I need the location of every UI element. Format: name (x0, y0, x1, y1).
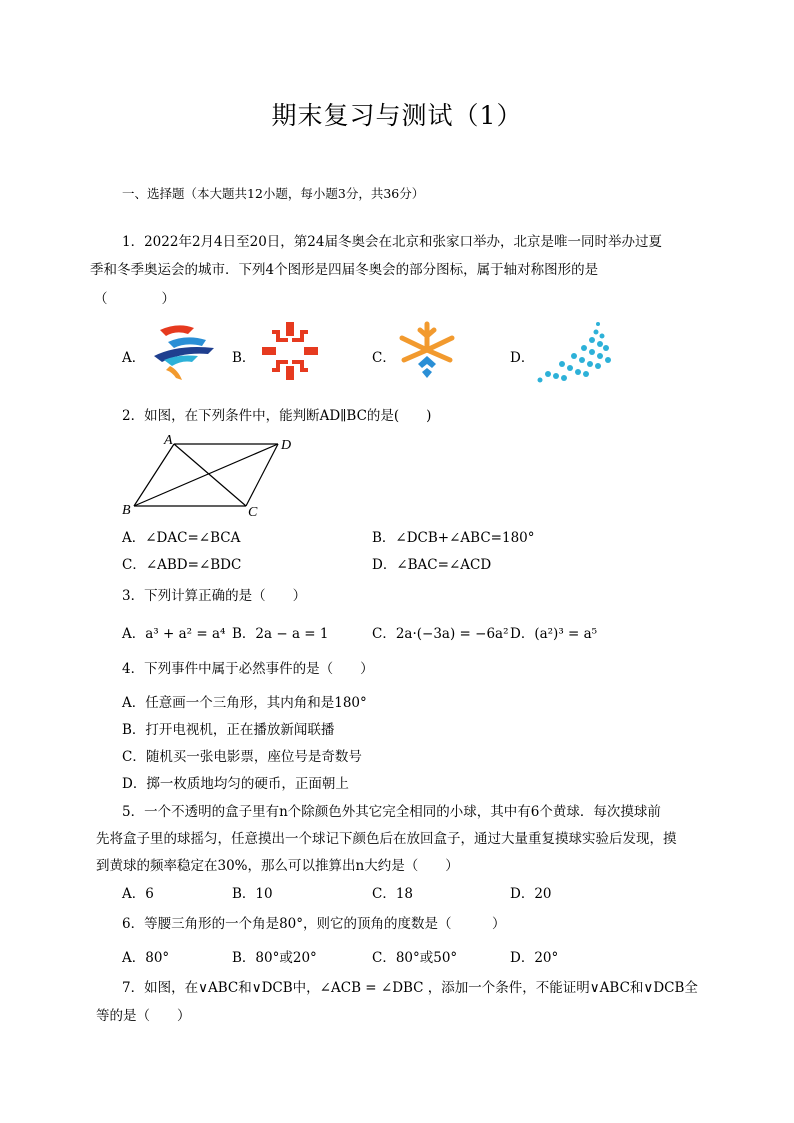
q4-option-d: D．掷一枚质地均匀的硬币，正面朝上 (122, 776, 349, 792)
q1-line1: 1．2022年2月4日至20日，第24届冬奥会在北京和张家口举办，北京是唯一同时举办过夏 (122, 234, 662, 250)
q2-option-c: C．∠ABD=∠BDC (122, 557, 242, 573)
q1-line2: 季和冬季奥运会的城市．下列4个图形是四届冬奥会的部分图标，属于轴对称图形的是 (90, 262, 599, 278)
vertex-a-label: A (164, 433, 173, 448)
q4-stem: 4．下列事件中属于必然事件的是（ ） (122, 661, 374, 677)
q7-line1: 7．如图，在∨ABC和∨DCB中，∠ACB = ∠DBC ，添加一个条件，不能证明∨ABC和∨DCB全 (122, 980, 698, 996)
q2-option-d: D．∠BAC=∠ACD (372, 557, 492, 573)
q5-line1: 5．一个不透明的盒子里有n个除颜色外其它完全相同的小球，其中有6个黄球．每次摸球前 (122, 804, 661, 820)
vertex-d-label: D (281, 438, 292, 453)
q3-option-b: B．2a − a = 1 (232, 626, 329, 642)
q2-option-b: B．∠DCB+∠ABC=180° (372, 530, 535, 546)
q5-option-a: A．6 (122, 886, 154, 902)
q4-option-b: B．打开电视机，正在播放新闻联播 (122, 722, 335, 738)
q6-option-c: C．80°或50° (372, 950, 458, 966)
q1-option-a-label: A． (122, 350, 146, 366)
q1-option-b-label: B． (232, 350, 256, 366)
q5-option-d: D．20 (510, 886, 552, 902)
q3-stem: 3．下列计算正确的是（ ） (122, 588, 307, 604)
beijing-emblem-icon (148, 320, 220, 382)
q3-option-c: C．2a·(−3a) = −6a² (372, 626, 509, 642)
q4-option-c: C．随机买一张电影票，座位号是奇数号 (122, 749, 362, 765)
vertex-c-label: C (248, 505, 258, 520)
q6-option-d: D．20° (510, 950, 559, 966)
q6-option-b: B．80°或20° (232, 950, 317, 966)
section-heading: 一、选择题（本大题共12小题，每小题3分，共36分） (122, 186, 425, 201)
q1-option-c-label: C． (372, 350, 396, 366)
q3-option-d: D．(a²)³ = a⁵ (510, 626, 598, 642)
q6-option-a: A．80° (122, 950, 170, 966)
q3-option-a: A．a³ + a² = a⁴ (122, 626, 226, 642)
red-snowflake-emblem-icon (258, 320, 322, 382)
q7-line2: 等的是（ ） (96, 1008, 191, 1024)
q1-blank: （ ） (94, 291, 175, 307)
parallelogram-figure (118, 432, 298, 520)
q2-option-a: A．∠DAC=∠BCA (122, 530, 241, 546)
dotted-wave-emblem-icon (536, 318, 612, 384)
page-title: 期末复习与测试（1） (271, 101, 523, 130)
q5-line2: 先将盒子里的球摇匀，任意摸出一个球记下颜色后在放回盒子，通过大量重复摸球实验后发现，摸 (96, 831, 677, 847)
q5-line3: 到黄球的频率稳定在30%，那么可以推算出n大约是（ ） (96, 858, 459, 874)
vertex-b-label: B (122, 503, 131, 518)
q1-option-d-label: D． (510, 350, 535, 366)
q5-option-b: B．10 (232, 886, 273, 902)
q2-stem: 2．如图，在下列条件中，能判断AD∥BC的是( ) (122, 408, 432, 424)
q6-stem: 6．等腰三角形的一个角是80°，则它的顶角的度数是（ ） (122, 916, 506, 932)
q5-option-c: C．18 (372, 886, 414, 902)
q4-option-a: A．任意画一个三角形，其内角和是180° (122, 695, 367, 711)
snowflake-emblem-icon (396, 320, 458, 382)
